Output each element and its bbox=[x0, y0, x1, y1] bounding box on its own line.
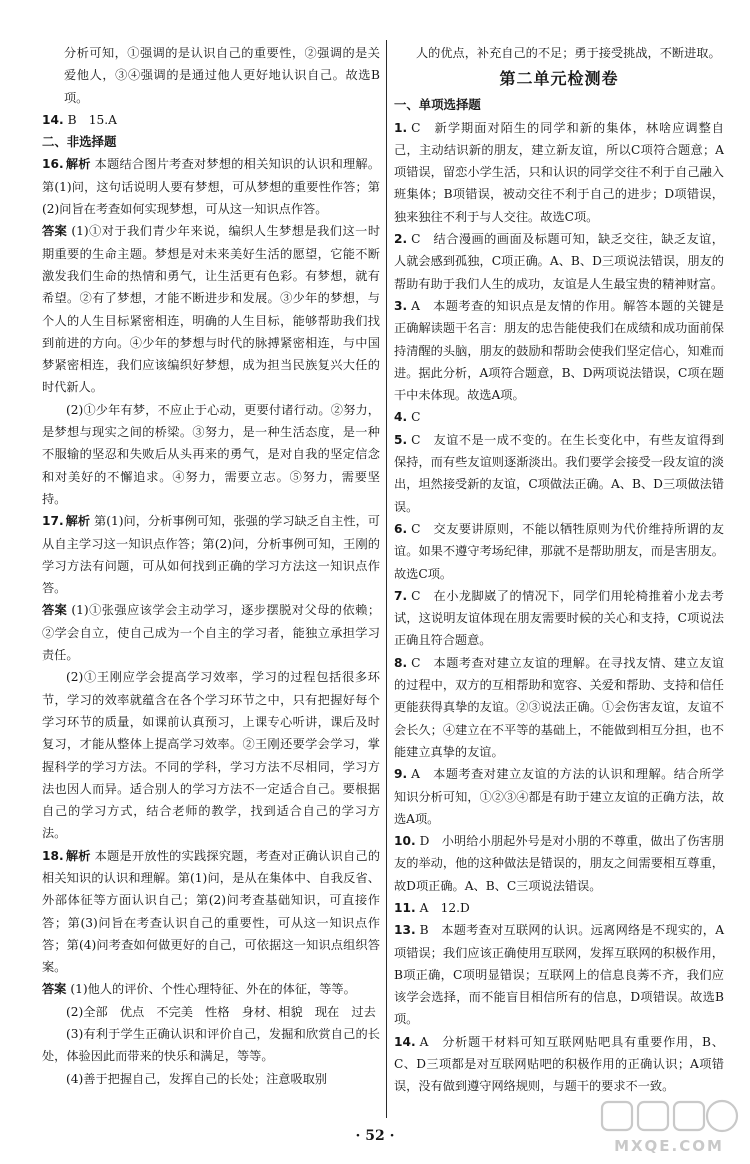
section-heading: 二、非选择题 bbox=[42, 134, 117, 150]
answer-paragraph bbox=[394, 919, 724, 1030]
question-number: 8. bbox=[394, 655, 408, 670]
answer-paragraph bbox=[42, 153, 380, 220]
answer-tag: 答案 bbox=[42, 982, 67, 997]
watermark-logo bbox=[594, 1096, 744, 1158]
paragraph-text: (1)①对于我们青少年来说，编织人生梦想是我们这一时期重要的生命主题。梦想是对未来美好生活的愿望，它能不断激发我们生命的热情和勇气，让生活更有色彩。有梦想，就有希望。②有了梦想，才能不断进步和发展。③少年的梦想，与个人的人生目标紧密相连，明确的人生目标，能够帮助我们找到前进的方向。④少年的梦想与时代的脉搏紧密相连，与中国梦紧密相连，我们应该编织好梦想，成为担当民族复兴大任的时代新人。 bbox=[42, 224, 381, 395]
right-column bbox=[394, 42, 724, 1098]
paragraph-text: 人的优点，补充自己的不足；勇于接受挑战，不断进取。 bbox=[416, 46, 721, 60]
answer-paragraph bbox=[394, 429, 724, 518]
answer-paragraph bbox=[394, 763, 724, 830]
question-number: 5. bbox=[394, 432, 408, 447]
question-number: 18. bbox=[42, 848, 64, 863]
answer-paragraph bbox=[394, 117, 724, 228]
answer-paragraph bbox=[42, 109, 380, 131]
answer-paragraph bbox=[394, 295, 724, 406]
answer-paragraph bbox=[394, 518, 724, 585]
answer-paragraph bbox=[42, 1001, 380, 1023]
answer-tag: 答案 bbox=[42, 603, 68, 618]
column-divider bbox=[386, 40, 387, 1118]
paragraph-text: A 本题考查的知识点是友情的作用。解答本题的关键是正确解读题干名言：朋友的忠告能使我们在成绩和成功面前保持清醒的头脑，朋友的鼓励和帮助会使我们坚定信心，知难而进。据此分析，A项符合题意，B、D两项说法错误，C项在题干中未体现。故选A项。 bbox=[394, 298, 724, 403]
question-number: 13. bbox=[394, 923, 416, 938]
answer-paragraph bbox=[42, 42, 380, 109]
answer-paragraph bbox=[42, 599, 380, 666]
question-number: 9. bbox=[394, 767, 408, 782]
page-number: · 52 · bbox=[355, 1128, 395, 1144]
answer-paragraph bbox=[42, 845, 380, 979]
answer-tag: 解析 bbox=[65, 848, 91, 863]
paragraph-text: A 本题考查对建立友谊的方法的认识和理解。结合所学知识分析可知，①②③④都是有助于建立友谊的正确方法，故选A项。 bbox=[394, 767, 724, 826]
answer-paragraph bbox=[394, 1031, 724, 1098]
paragraph-text: (2)全部 优点 不完美 性格 身材、相貌 现在 过去 bbox=[66, 1004, 376, 1019]
paragraph-text: C 新学期面对陌生的同学和新的集体，林啥应调整自己，主动结识新的朋友，建立新友谊，所以C项符合题意；A项错误，留恋小学生活，只和认识的同学交往不利于自己融入班集体；B项错误，被动交往不利于自己的进步；D项错误，独来独往不利于与人交往。故选C项。 bbox=[394, 120, 724, 224]
paragraph-text: 本题是开放性的实践探究题，考查对正确认识自己的相关知识的认识和理解。第(1)问，是从在集体中、自我反省、外部体征等方面认识自己；第(2)问考查基础知识，可直接作答；第(3)问旨在考查认识自己的重要性，可从这一知识点作答；第(4)问考查如何做更好的自己，可依据这一知识点组织答案。 bbox=[42, 848, 381, 975]
paragraph-text: B 本题考查对互联网的认识。远离网络是不现实的，A项错误；我们应该正确使用互联网，发挥互联网的积极作用，B项正确，C项明显错误；互联网上的信息良莠不齐，我们应该学会选择，而不能盲目相信所有的信息，D项错误。故选B项。 bbox=[394, 923, 724, 1027]
paragraph-text: (2)①王刚应学会提高学习效率，学习的过程包括很多环节，学习的效率就蕴含在各个学习环节之中，只有把握好每个学习环节的质量，如课前认真预习，上课专心听讲，课后及时复习，才能从整体上提高学习效率。②王刚还要学会学习，掌握科学的学习方法。不同的学科，学习方法不尽相同，学习方法也因人而异。适合别人的学习方法不一定适合自己。要根据自己的学习方式，结合老师的教学，找到适合自己的学习方法。 bbox=[42, 670, 380, 841]
answer-paragraph bbox=[394, 652, 724, 763]
paragraph-text: D 小明给小朋起外号是对小朋的不尊重，做出了伤害朋友的举动，他的这种做法是错误的，朋友之间需要相互尊重，故D项正确。A、B、C三项说法错误。 bbox=[394, 834, 724, 893]
question-number: 14. bbox=[42, 112, 64, 127]
answer-paragraph bbox=[42, 1068, 380, 1090]
paragraph-text: (1)他人的评价、个性心理特征、外在的体征，等等。 bbox=[70, 982, 356, 997]
section-heading: 一、单项选择题 bbox=[394, 97, 481, 113]
paragraph-text: B 15.A bbox=[67, 112, 117, 127]
answer-paragraph bbox=[42, 220, 380, 398]
answer-paragraph bbox=[394, 228, 724, 295]
answer-paragraph bbox=[42, 666, 380, 844]
answer-paragraph bbox=[394, 42, 724, 64]
question-number: 2. bbox=[394, 232, 408, 247]
paragraph-text: (4)善于把握自己，发挥自己的长处；注意吸取别 bbox=[66, 1071, 328, 1086]
question-number: 16. bbox=[42, 157, 64, 172]
paragraph-text: C 友谊不是一成不变的。在生长变化中，有些友谊得到保持，而有些友谊则逐渐淡出。我们要学会接受一段友谊的淡出，坦然接受新的友谊，C项做法正确。A、B、D三项做法错误。 bbox=[394, 432, 724, 514]
answer-paragraph bbox=[394, 830, 724, 897]
answer-tag: 解析 bbox=[65, 514, 91, 529]
paragraph-text: 本题结合图片考查对梦想的相关知识的认识和理解。第(1)问，这句话说明人要有梦想，可从梦想的重要性作答；第(2)问旨在考查如何实现梦想，可从这一知识点作答。 bbox=[42, 157, 381, 217]
paragraph-text: 分析可知，①强调的是认识自己的重要性，②强调的是关爱他人，③④强调的是通过他人更好地认识自己。故选B项。 bbox=[64, 46, 380, 105]
question-number: 3. bbox=[394, 298, 408, 313]
answer-paragraph bbox=[394, 406, 724, 428]
paragraph-text: 第(1)问，分析事例可知，张强的学习缺乏自主性，可从自主学习这一知识点作答；第(2)问，分析事例可知，王刚的学习方法有问题，可从如何找到正确的学习方法这一知识点作答。 bbox=[42, 514, 380, 596]
question-number: 11. bbox=[394, 900, 416, 915]
question-number: 1. bbox=[394, 120, 408, 135]
svg-text:MXQE.COM: MXQE.COM bbox=[614, 1137, 724, 1155]
answer-tag: 答案 bbox=[42, 224, 68, 239]
answer-paragraph bbox=[42, 978, 380, 1000]
answer-paragraph bbox=[42, 399, 380, 510]
answer-paragraph bbox=[42, 1023, 380, 1068]
question-number: 6. bbox=[394, 521, 408, 536]
unit-title: 第二单元检测卷 bbox=[499, 69, 619, 89]
paragraph-text: A 分析题干材料可知互联网贴吧具有重要作用，B、C、D三项都是对互联网贴吧的积极作用的正确认识；A项错误，没有做到遵守网络规则，与题干的要求不一致。 bbox=[394, 1034, 724, 1094]
paragraph-text: C 交友要讲原则，不能以牺牲原则为代价维持所谓的友谊。如果不遵守考场纪律，那就不是帮助朋友，而是害朋友。故选C项。 bbox=[394, 521, 724, 581]
question-number: 7. bbox=[394, 588, 408, 603]
answer-paragraph bbox=[394, 897, 724, 919]
answer-paragraph bbox=[42, 510, 380, 599]
paragraph-text: C bbox=[411, 410, 421, 425]
answer-tag: 解析 bbox=[65, 157, 91, 172]
question-number: 14. bbox=[394, 1034, 416, 1049]
paragraph-text: (1)①张强应该学会主动学习，逐步摆脱对父母的依赖；②学会自立，使自己成为一个自主的学习者，能独立承担学习责任。 bbox=[42, 603, 381, 663]
paragraph-text: (3)有利于学生正确认识和评价自己，发掘和欣赏自己的长处，体验因此而带来的快乐和满足，等等。 bbox=[42, 1027, 380, 1064]
answer-paragraph bbox=[394, 585, 724, 652]
question-number: 10. bbox=[394, 834, 416, 849]
paragraph-text: (2)①少年有梦，不应止于心动，更要付诸行动。②努力，是梦想与现实之间的桥梁。③努力，是一种生活态度，是一种不服输的坚忍和失败后从头再来的勇气，是对自我的坚定信念和对美好的不懈追求。④努力，需要立志。⑤努力，需要坚持。 bbox=[42, 402, 380, 506]
question-number: 17. bbox=[42, 514, 64, 529]
question-number: 4. bbox=[394, 410, 408, 425]
paragraph-text: A 12.D bbox=[419, 900, 470, 915]
paragraph-text: C 结合漫画的画面及标题可知，缺乏交往，缺乏友谊，人就会感到孤独，C项正确。A、B、D三项说法错误，朋友的帮助有助于我们人生的成功，友谊是人生最宝贵的精神财富。 bbox=[394, 232, 724, 291]
left-column bbox=[42, 42, 380, 1090]
paragraph-text: C 本题考查对建立友谊的理解。在寻找友情、建立友谊的过程中，双方的互相帮助和宽容、关爱和帮助、支持和信任更能获得真挚的友谊。②③说法正确。①会伤害友谊，友谊不会长久；④建立在不平等的基础上，不能做到相互分担，也不能建立真挚的友谊。 bbox=[394, 655, 724, 759]
paragraph-text: C 在小龙脚崴了的情况下，同学们用轮椅推着小龙去考试，这说明友谊体现在朋友需要时候的关心和支持，C项说法正确且符合题意。 bbox=[394, 588, 724, 648]
